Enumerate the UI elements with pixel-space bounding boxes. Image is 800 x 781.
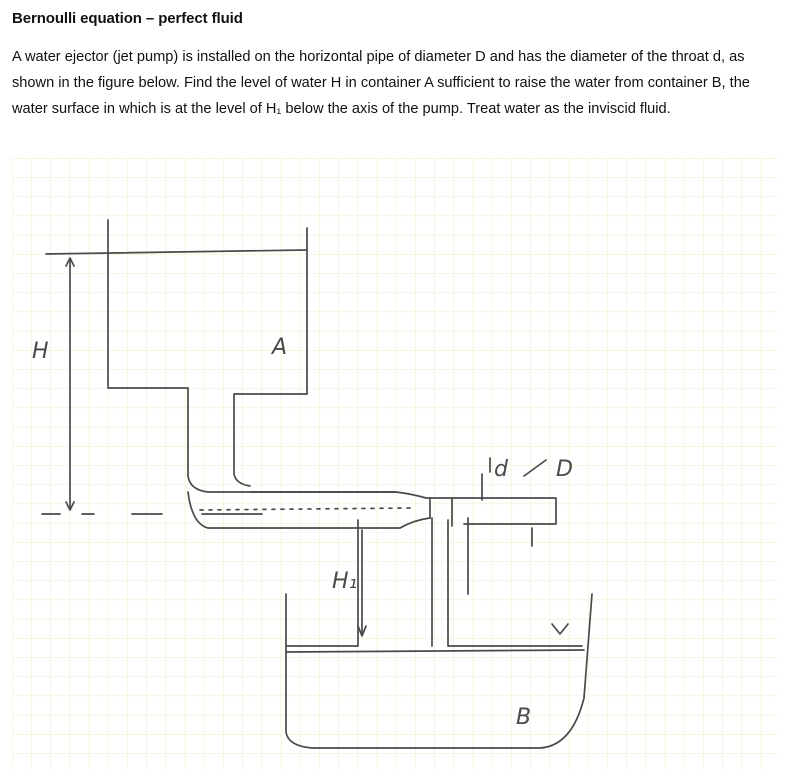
problem-statement: A water ejector (jet pump) is installed on the horizontal pipe of diameter D and has the diameter of the throat d, as shown in the figure below. Find the level of water H in container A sufficient to raise the water from container B, the water surface in which is at the level of H₁ below the axis of the pump. Treat water as the inviscid fluid. [12,49,750,117]
label-d-throat: d [494,457,508,482]
graph-paper-grid [12,158,780,770]
page-title: Bernoulli equation – perfect fluid [12,10,243,27]
label-h: H [32,339,49,364]
label-b: B [516,705,532,730]
ejector-sketch [12,158,780,770]
label-h1: H₁ [332,569,358,594]
label-d-pipe: D [556,457,573,482]
label-a: A [272,335,288,360]
